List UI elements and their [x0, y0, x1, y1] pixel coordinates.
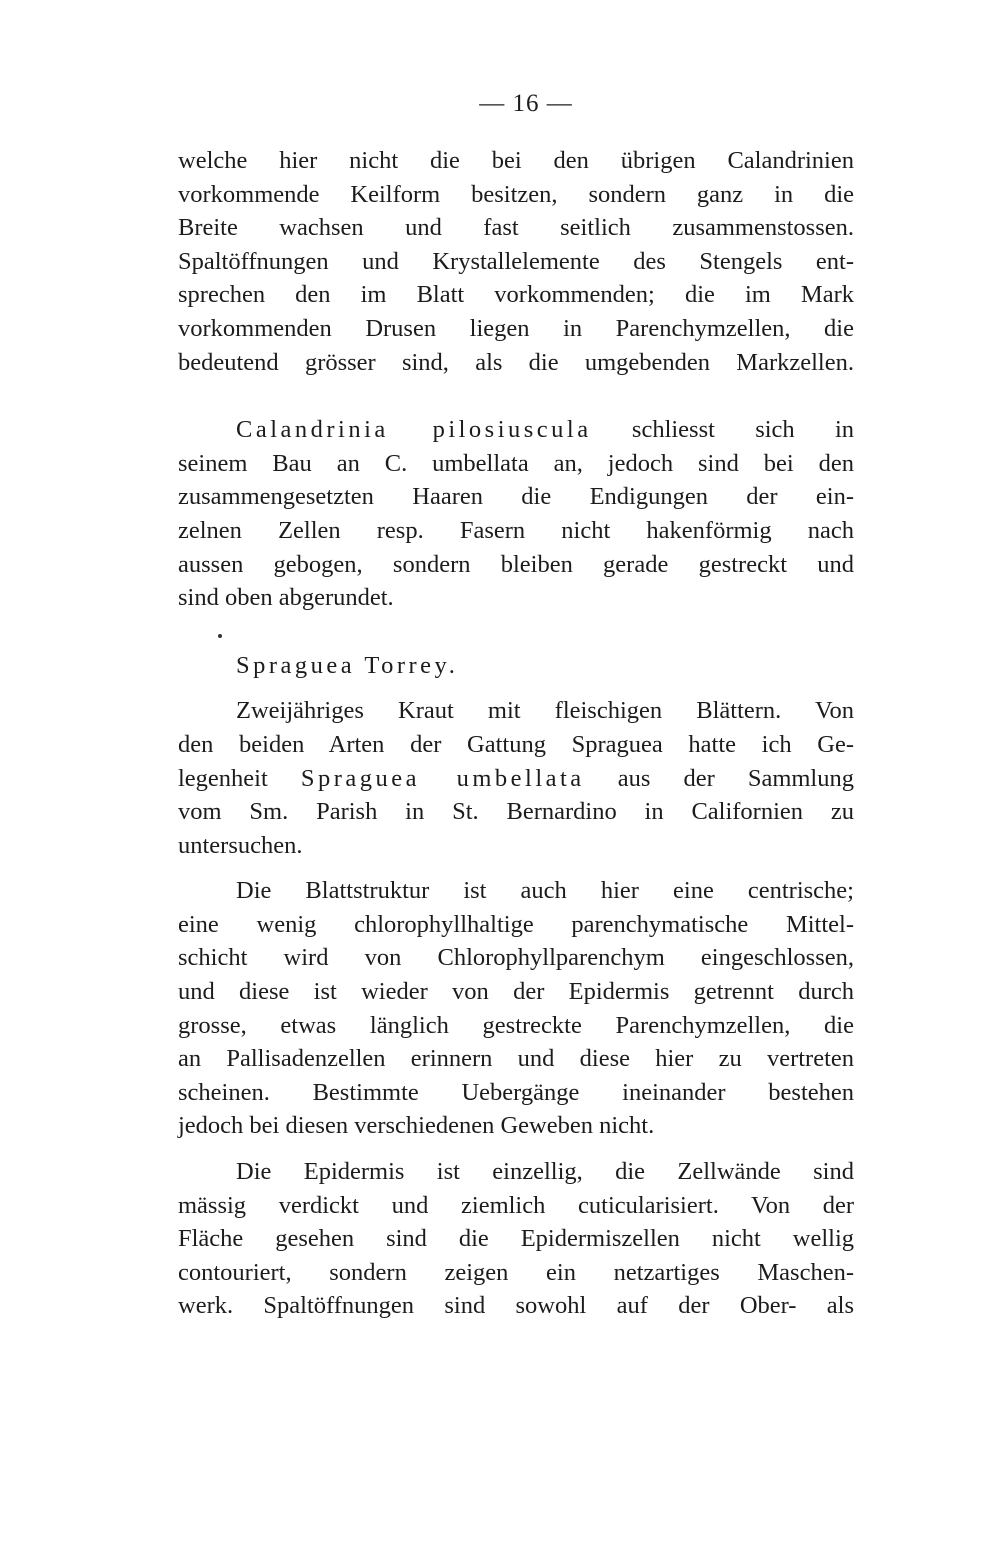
text-line: Zweijähriges Kraut mit fleischigen Blättern. Von — [236, 697, 854, 725]
text-line: Fläche gesehen sind die Epidermiszellen nicht wellig — [178, 1225, 854, 1253]
text-line: zusammengesetzten Haaren die Endigungen der ein- — [178, 483, 854, 511]
paragraph-5 — [178, 1155, 854, 1323]
text-line — [178, 413, 854, 447]
text-line: zelnen Zellen resp. Fasern nicht hakenförmig nach — [178, 516, 854, 544]
text-fragment: legenheit — [178, 764, 268, 792]
section-heading: Spraguea Torrey. — [236, 651, 459, 679]
text-line: sind oben abgerundet. — [178, 584, 394, 612]
text-line: scheinen. Bestimmte Uebergänge ineinander bestehen — [178, 1078, 854, 1106]
text-line: seinem Bau an C. umbellata an, jedoch sind bei den — [178, 449, 854, 477]
species-name: Calandrinia pilosiuscula — [236, 416, 592, 444]
text-line: grosse, etwas länglich gestreckte Parenchymzellen, die — [178, 1011, 854, 1039]
text-line: contouriert, sondern zeigen ein netzartiges Maschen- — [178, 1258, 854, 1286]
text-line: bedeutend grösser sind, als die umgebenden Markzellen. — [178, 348, 854, 376]
paragraph-4 — [178, 874, 854, 1143]
text-line: eine wenig chlorophyllhaltige parenchymatische Mittel- — [178, 910, 854, 938]
text-fragment: schliesst sich in — [631, 416, 855, 444]
print-speck — [218, 634, 222, 638]
text-line: schicht wird von Chlorophyllparenchym eingeschlossen, — [178, 944, 854, 972]
species-name: Spraguea umbellata — [300, 764, 585, 792]
text-fragment: aus der Sammlung — [617, 764, 854, 792]
text-line: vorkommende Keilform besitzen, sondern ganz in die — [178, 180, 854, 208]
text-line: den beiden Arten der Gattung Spraguea hatte ich Ge- — [178, 730, 854, 758]
text-line: vom Sm. Parish in St. Bernardino in Californien zu — [178, 798, 854, 826]
text-line: Breite wachsen und fast seitlich zusammenstossen. — [178, 214, 854, 242]
text-line: welche hier nicht die bei den übrigen Calandrinien — [178, 147, 854, 174]
text-line: Die Blattstruktur ist auch hier eine centrische; — [236, 877, 854, 905]
text-line: mässig verdickt und ziemlich cuticularisiert. Von der — [178, 1191, 854, 1219]
text-line: an Pallisadenzellen erinnern und diese hier zu vertreten — [178, 1045, 854, 1073]
page-number: — 16 — — [479, 90, 573, 117]
text-line: vorkommenden Drusen liegen in Parenchymzellen, die — [178, 314, 854, 342]
text-line: werk. Spaltöffnungen sind sowohl auf der Ober- als — [178, 1292, 854, 1320]
paragraph-2 — [178, 413, 854, 615]
text-line: Die Epidermis ist einzellig, die Zellwände sind — [236, 1158, 854, 1186]
text-line: jedoch bei diesen verschiedenen Geweben nicht. — [178, 1112, 655, 1140]
text-line: sprechen den im Blatt vorkommenden; die im Mark — [178, 281, 854, 309]
text-line — [178, 762, 854, 796]
paragraph-3 — [178, 694, 854, 862]
text-line: Spaltöffnungen und Krystallelemente des Stengels ent- — [178, 247, 854, 275]
paragraph-1 — [178, 144, 854, 379]
text-line: untersuchen. — [178, 831, 303, 859]
book-page — [178, 90, 854, 1323]
text-line: und diese ist wieder von der Epidermis getrennt durch — [178, 978, 854, 1006]
text-line: aussen gebogen, sondern bleiben gerade gestreckt und — [178, 550, 854, 578]
